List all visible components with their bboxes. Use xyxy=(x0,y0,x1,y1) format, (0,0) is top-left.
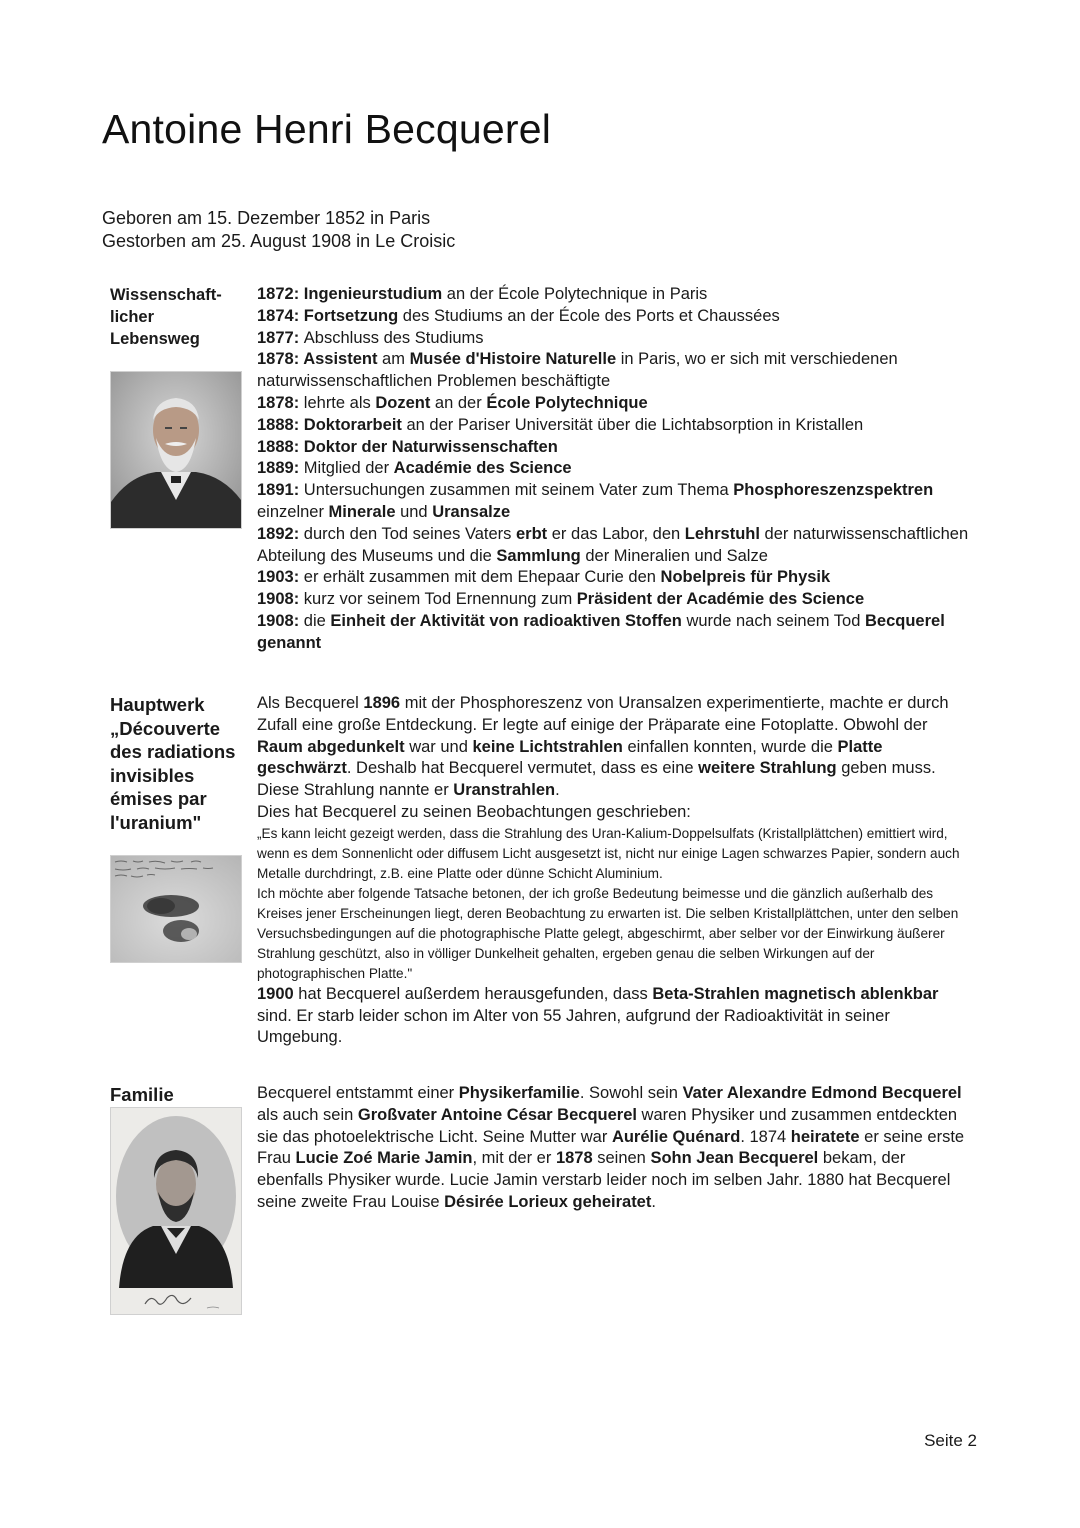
timeline-entry: 1888: Doktorarbeit an der Pariser Universität über die Lichtabsorption in Kristallen xyxy=(257,415,864,434)
timeline-entry: 1908: kurz vor seinem Tod Ernennung zum Präsident der Académie des Science xyxy=(257,590,865,609)
mainwork-text xyxy=(257,693,973,1049)
death-line: Gestorben am 25. August 1908 in Le Croisic xyxy=(102,231,456,251)
timeline-entry: 1877: Abschluss des Studiums xyxy=(257,328,484,347)
page-number: Seite 2 xyxy=(924,1431,977,1450)
career-timeline xyxy=(257,284,973,655)
mainwork-paragraph: Als Becquerel 1896 mit der Phosphoreszenz von Uransalzen experimentierte, machte er durch Zufall eine große Entdeckung. Er legte auf einige der Präparate eine Fotoplatte. Obwohl der Raum abgedunkelt war und keine Lichtstrahlen einfallen konnten, wurde die Platte geschwärzt. Deshalb hat Becquerel vermutet, dass es eine weitere Strahlung geben muss. Diese Strahlung nannte er Uranstrahlen. xyxy=(257,694,949,800)
mainwork-paragraph-2: 1900 hat Becquerel außerdem herausgefunden, dass Beta-Strahlen magnetisch ablenkbar sind. Er starb leider schon im Alter von 55 Jahren, aufgrund der Radioaktivität in seiner Umgebung. xyxy=(257,984,939,1047)
quote-intro: Dies hat Becquerel zu seinen Beobachtungen geschrieben: xyxy=(257,802,691,821)
photographic-plate-icon xyxy=(110,855,242,963)
timeline-entry: 1872: Ingenieurstudium an der École Polytechnique in Paris xyxy=(257,285,708,303)
timeline-entry: 1889: Mitglied der Académie des Science xyxy=(257,459,572,478)
timeline-entry: 1908: die Einheit der Aktivität von radioaktiven Stoffen wurde nach seinem Tod Becquerel genannt xyxy=(257,611,945,652)
section-label-career: Wissenschaft- licher Lebensweg xyxy=(110,286,222,348)
timeline-entry: 1888: Doktor der Naturwissenschaften xyxy=(257,437,558,456)
family-text xyxy=(257,1083,973,1214)
timeline-entry: 1903: er erhält zusammen mit dem Ehepaar Curie den Nobelpreis für Physik xyxy=(257,568,831,587)
becquerel-quote-part1: „Es kann leicht gezeigt werden, dass die Strahlung des Uran-Kalium-Doppelsulfats (Kristallplättchen) emittiert wird, wenn es dem Sonnenlicht oder diffusem Licht ausgesetzt ist, nicht nur einige Lagen schwarzes Papier, sondern auch Metalle durchdringt, z.B. eine Platte oder dünne Schicht Aluminium. xyxy=(257,825,960,881)
timeline-entry: 1874: Fortsetzung des Studiums an der École des Ports et Chaussées xyxy=(257,306,780,325)
family-paragraph: Becquerel entstammt einer Physikerfamilie. Sowohl sein Vater Alexandre Edmond Becquerel als auch sein Großvater Antoine César Becquerel waren Physiker und zusammen entdeckten sie das photoelektrische Licht. Seine Mutter war Aurélie Quénard. 1874 heiratete er seine erste Frau Lucie Zoé Marie Jamin, mit der er 1878 seinen Sohn Jean Becquerel bekam, der ebenfalls Physiker wurde. Lucie Jamin verstarb leider noch im selben Jahr. 1880 hat Becquerel seine zweite Frau Louise Désirée Lorieux geheiratet. xyxy=(257,1084,965,1211)
life-dates xyxy=(102,207,455,253)
section-label-family: Familie xyxy=(110,1084,174,1105)
timeline-entry: 1892: durch den Tod seines Vaters erbt er das Labor, den Lehrstuhl der naturwissenschaftlichen Abteilung des Museums und die Sammlung der Mineralien und Salze xyxy=(257,524,969,565)
portrait-photo-icon xyxy=(110,371,242,529)
page-title: Antoine Henri Becquerel xyxy=(102,106,552,152)
timeline-entry: 1891: Untersuchungen zusammen mit seinem Vater zum Thema Phosphoreszenzspektren einzelner Minerale und Uransalze xyxy=(257,481,934,521)
timeline-entry: 1878: Assistent am Musée d'Histoire Naturelle in Paris, wo er sich mit verschiedenen naturwissenschaftlichen Problemen beschäftigte xyxy=(257,350,898,391)
timeline-entry: 1878: lehrte als Dozent an der École Polytechnique xyxy=(257,393,648,412)
engraved-portrait-icon xyxy=(110,1107,242,1315)
birth-line: Geboren am 15. Dezember 1852 in Paris xyxy=(102,208,431,228)
section-label-mainwork: Hauptwerk „Découverte des radiations invisibles émises par l'uranium" xyxy=(110,694,236,833)
becquerel-quote-part2: Ich möchte aber folgende Tatsache betonen, der ich große Bedeutung beimesse und die gänzlich außerhalb des Kreises jener Erscheinungen liegt, deren Beobachtung zu erwarten ist. Die selben Kristallplättchen, unter den selben Versuchsbedingungen auf die photographische Platte gelegt, abgeschirmt, aber selber vor der Einwirkung äußerer Strahlung geschützt, also in völliger Dunkelheit gehalten, ergeben genau die selben Wirkungen auf der photographischen Platte." xyxy=(257,885,959,981)
